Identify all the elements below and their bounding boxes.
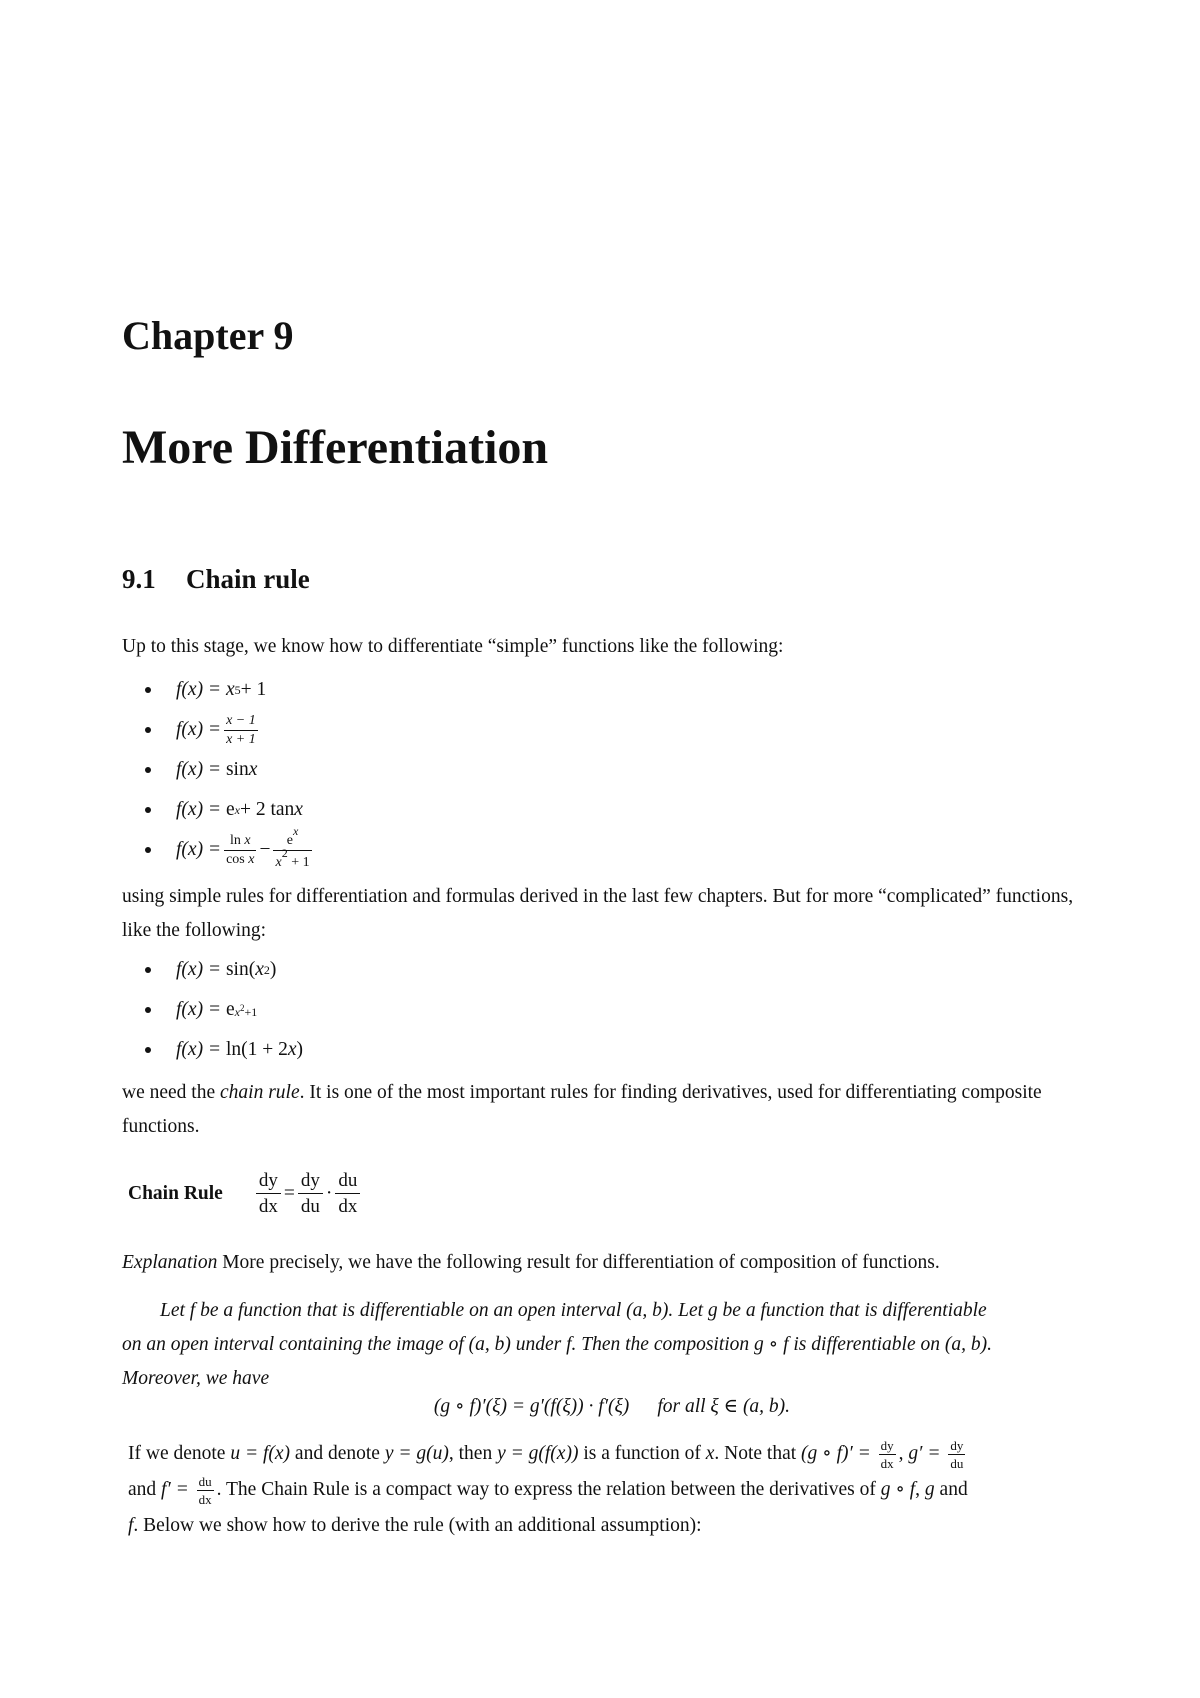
list-item: f(x) = ln(1 + 2 x ) <box>122 1030 303 1070</box>
fraction: $\frac{dy}{du}$ <box>298 1168 323 1219</box>
theorem-line-2: on an open interval containing the image of (a, b) under f. Then the composition g ∘ f is differentiable on (a, b). <box>122 1334 992 1355</box>
composition-formula: (g ∘ f)′(ξ) = g′(f(ξ)) · f′(ξ) for all ξ ∈ (a, b). <box>433 1396 791 1417</box>
fraction: $\frac{x - 1}{x + 1}$ <box>226 712 256 747</box>
fraction: $\frac{\text{ln x}}{\text{cos x}}$ <box>226 832 255 867</box>
fraction: $\frac{dy}{dx}$ <box>256 1168 281 1219</box>
simple-functions-list <box>122 670 315 870</box>
chapter-title: More Differentiation <box>122 421 549 474</box>
intro-paragraph: Up to this stage, we know how to differentiate “simple” functions like the following: <box>122 636 784 657</box>
list-item: f(x) = x 5 + 1 <box>122 670 315 710</box>
explanation-paragraph: Explanation More precisely, we have the following result for differentiation of composition of functions. <box>122 1252 940 1273</box>
fraction: $\frac{dy}{du}$ <box>950 1438 964 1472</box>
theorem-line-3: Moreover, we have <box>122 1368 270 1389</box>
chain-rule-label: Chain Rule <box>128 1182 223 1204</box>
chapter-label: Chapter 9 <box>122 313 294 358</box>
fraction: $\frac{e^x}{x^2 + 1}$ <box>275 823 310 870</box>
section-title: Chain rule <box>186 564 310 594</box>
fraction: $\frac{du}{dx}$ <box>335 1168 360 1219</box>
complicated-functions-list <box>122 950 303 1070</box>
list-item: f(x) = e x + 2 tan x <box>122 790 315 830</box>
denote-paragraph: If we denote u = f(x) and denote y = g(u), then y = g(f(x)) is a function of x. Note that (g ∘ f)′ = $\frac{dy}{dx}$ , g′ = $\frac{dy}{du}$ and f′ = $\frac{du}{dx}$ . The Chain Rule is a compact way to express the relation between the derivatives of g ∘ f, g and f. Below we show how to derive the rule (with an additional assumption): <box>128 1438 968 1536</box>
middle-paragraph: using simple rules for differentiation and formulas derived in the last few chapters. But for more “complicated” functions, like the following: <box>122 886 1074 941</box>
list-item: f(x) = $\frac{\text{ln x}}{\text{cos x}}$ − $\frac{e^x}{x^2 + 1}$ <box>122 830 315 870</box>
section-number: 9.1 <box>122 564 156 594</box>
fraction: $\frac{dy}{dx}$ <box>880 1438 894 1472</box>
section-heading <box>122 564 310 595</box>
fraction: $\frac{du}{dx}$ <box>198 1474 212 1508</box>
chain-rule-formula: Chain Rule $\frac{dy}{dx}$ = $\frac{dy}{du}$ · $\frac{du}{dx}$ <box>128 1168 363 1219</box>
list-item: f(x) = sin x <box>122 750 315 790</box>
list-item: f(x) = sin( x 2 ) <box>122 950 303 990</box>
explanation-label: Explanation <box>122 1252 218 1273</box>
chain-rule-intro: we need the chain rule. It is one of the most important rules for finding derivatives, used for differentiating composite functions. <box>122 1082 1042 1137</box>
theorem-line-1: Let f be a function that is differentiable on an open interval (a, b). Let g be a function that is differentiable <box>160 1300 987 1321</box>
list-item: f(x) = e $x^2+1$ <box>122 990 303 1030</box>
list-item: f(x) = $\frac{x - 1}{x + 1}$ <box>122 710 315 750</box>
